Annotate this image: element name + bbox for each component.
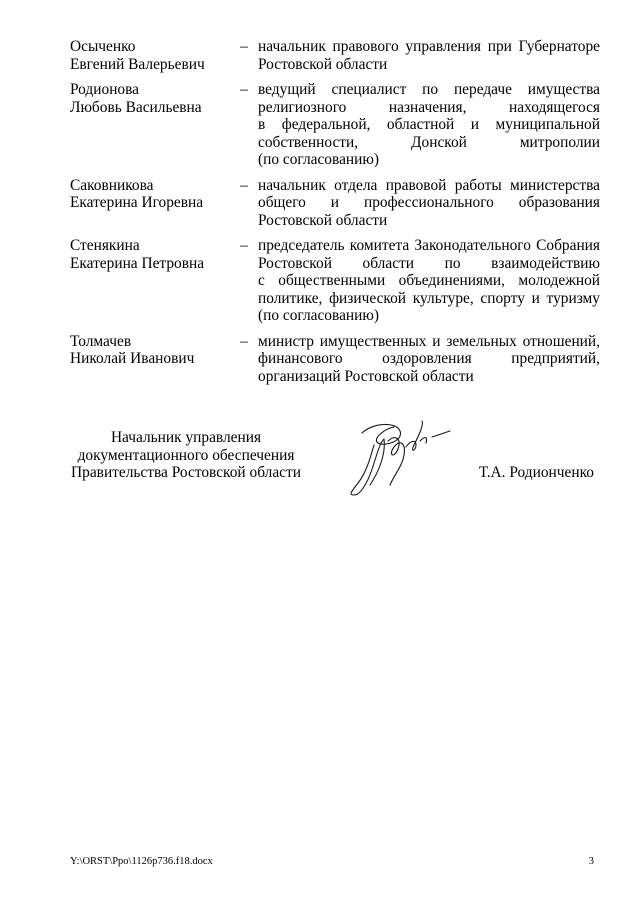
role-line: собственности, Донской митрополии	[258, 133, 600, 151]
dash: –	[240, 38, 248, 55]
role-line: в федеральной, областной и муниципальной	[258, 116, 600, 133]
role-line: финансового оздоровления предприятий,	[258, 350, 600, 367]
role-line: (по согласованию)	[258, 307, 379, 324]
dash: –	[240, 176, 248, 194]
member-row	[70, 237, 600, 325]
role-line: начальник правового управления при Губернаторе	[258, 38, 600, 55]
member-surname: Толмачев	[70, 332, 132, 350]
member-role	[258, 237, 600, 325]
dash: –	[240, 81, 248, 98]
page-number: 3	[588, 856, 594, 867]
role-line: Ростовской области по взаимодействию	[258, 254, 600, 272]
member-given-name: Екатерина Игоревна	[70, 194, 204, 211]
signatory-title-line: Начальник управления	[110, 429, 262, 446]
role-line: организаций Ростовской области	[258, 367, 474, 385]
signatory-name: Т.А. Родионченко	[478, 464, 594, 481]
member-given-name: Николай Иванович	[70, 350, 195, 367]
member-role	[258, 81, 600, 169]
member-name	[70, 81, 230, 169]
file-path: Y:\ORST\Ppo\1126p736.f18.docx	[70, 856, 213, 867]
role-line: (по согласованию)	[258, 151, 379, 168]
member-surname: Стенякина	[70, 237, 140, 254]
member-given-name: Любовь Васильевна	[70, 98, 202, 116]
member-surname: Осыченко	[70, 38, 136, 55]
signatory-title-line: документационного обеспечения	[77, 446, 295, 464]
handwritten-signature	[344, 415, 464, 505]
role-line: политике, физической культуре, спорту и туризму	[258, 289, 600, 307]
members-list	[70, 38, 600, 393]
member-given-name: Екатерина Петровна	[70, 254, 205, 272]
member-name	[70, 177, 230, 230]
role-line: председатель комитета Законодательного Собрания	[258, 237, 600, 254]
signature-block	[64, 429, 604, 509]
member-surname: Родионова	[70, 81, 140, 98]
member-row	[70, 38, 600, 73]
member-surname: Саковникова	[70, 176, 154, 194]
role-line: Ростовской области	[258, 211, 388, 229]
member-name	[70, 237, 230, 325]
member-role	[258, 38, 600, 73]
role-line: Ростовской области	[258, 55, 388, 73]
member-role	[258, 333, 600, 386]
role-line: ведущий специалист по передаче имущества	[258, 81, 600, 98]
dash: –	[240, 332, 248, 350]
role-line: начальник отдела правовой работы министерства	[258, 176, 600, 194]
dash: –	[240, 237, 248, 254]
role-line: министр имущественных и земельных отношений,	[258, 332, 600, 350]
member-row	[70, 81, 600, 169]
member-name	[70, 38, 230, 73]
role-line: религиозного назначения, находящегося	[258, 98, 600, 116]
signatory-title	[70, 429, 302, 482]
member-row	[70, 333, 600, 386]
member-given-name: Евгений Валерьевич	[70, 55, 205, 73]
role-line: с общественными объединениями, молодежной	[258, 272, 600, 289]
signatory-title-line: Правительства Ростовской области	[71, 464, 301, 481]
role-line: общего и профессионального образования	[258, 194, 600, 211]
member-role	[258, 177, 600, 230]
member-name	[70, 333, 230, 386]
member-row	[70, 177, 600, 230]
